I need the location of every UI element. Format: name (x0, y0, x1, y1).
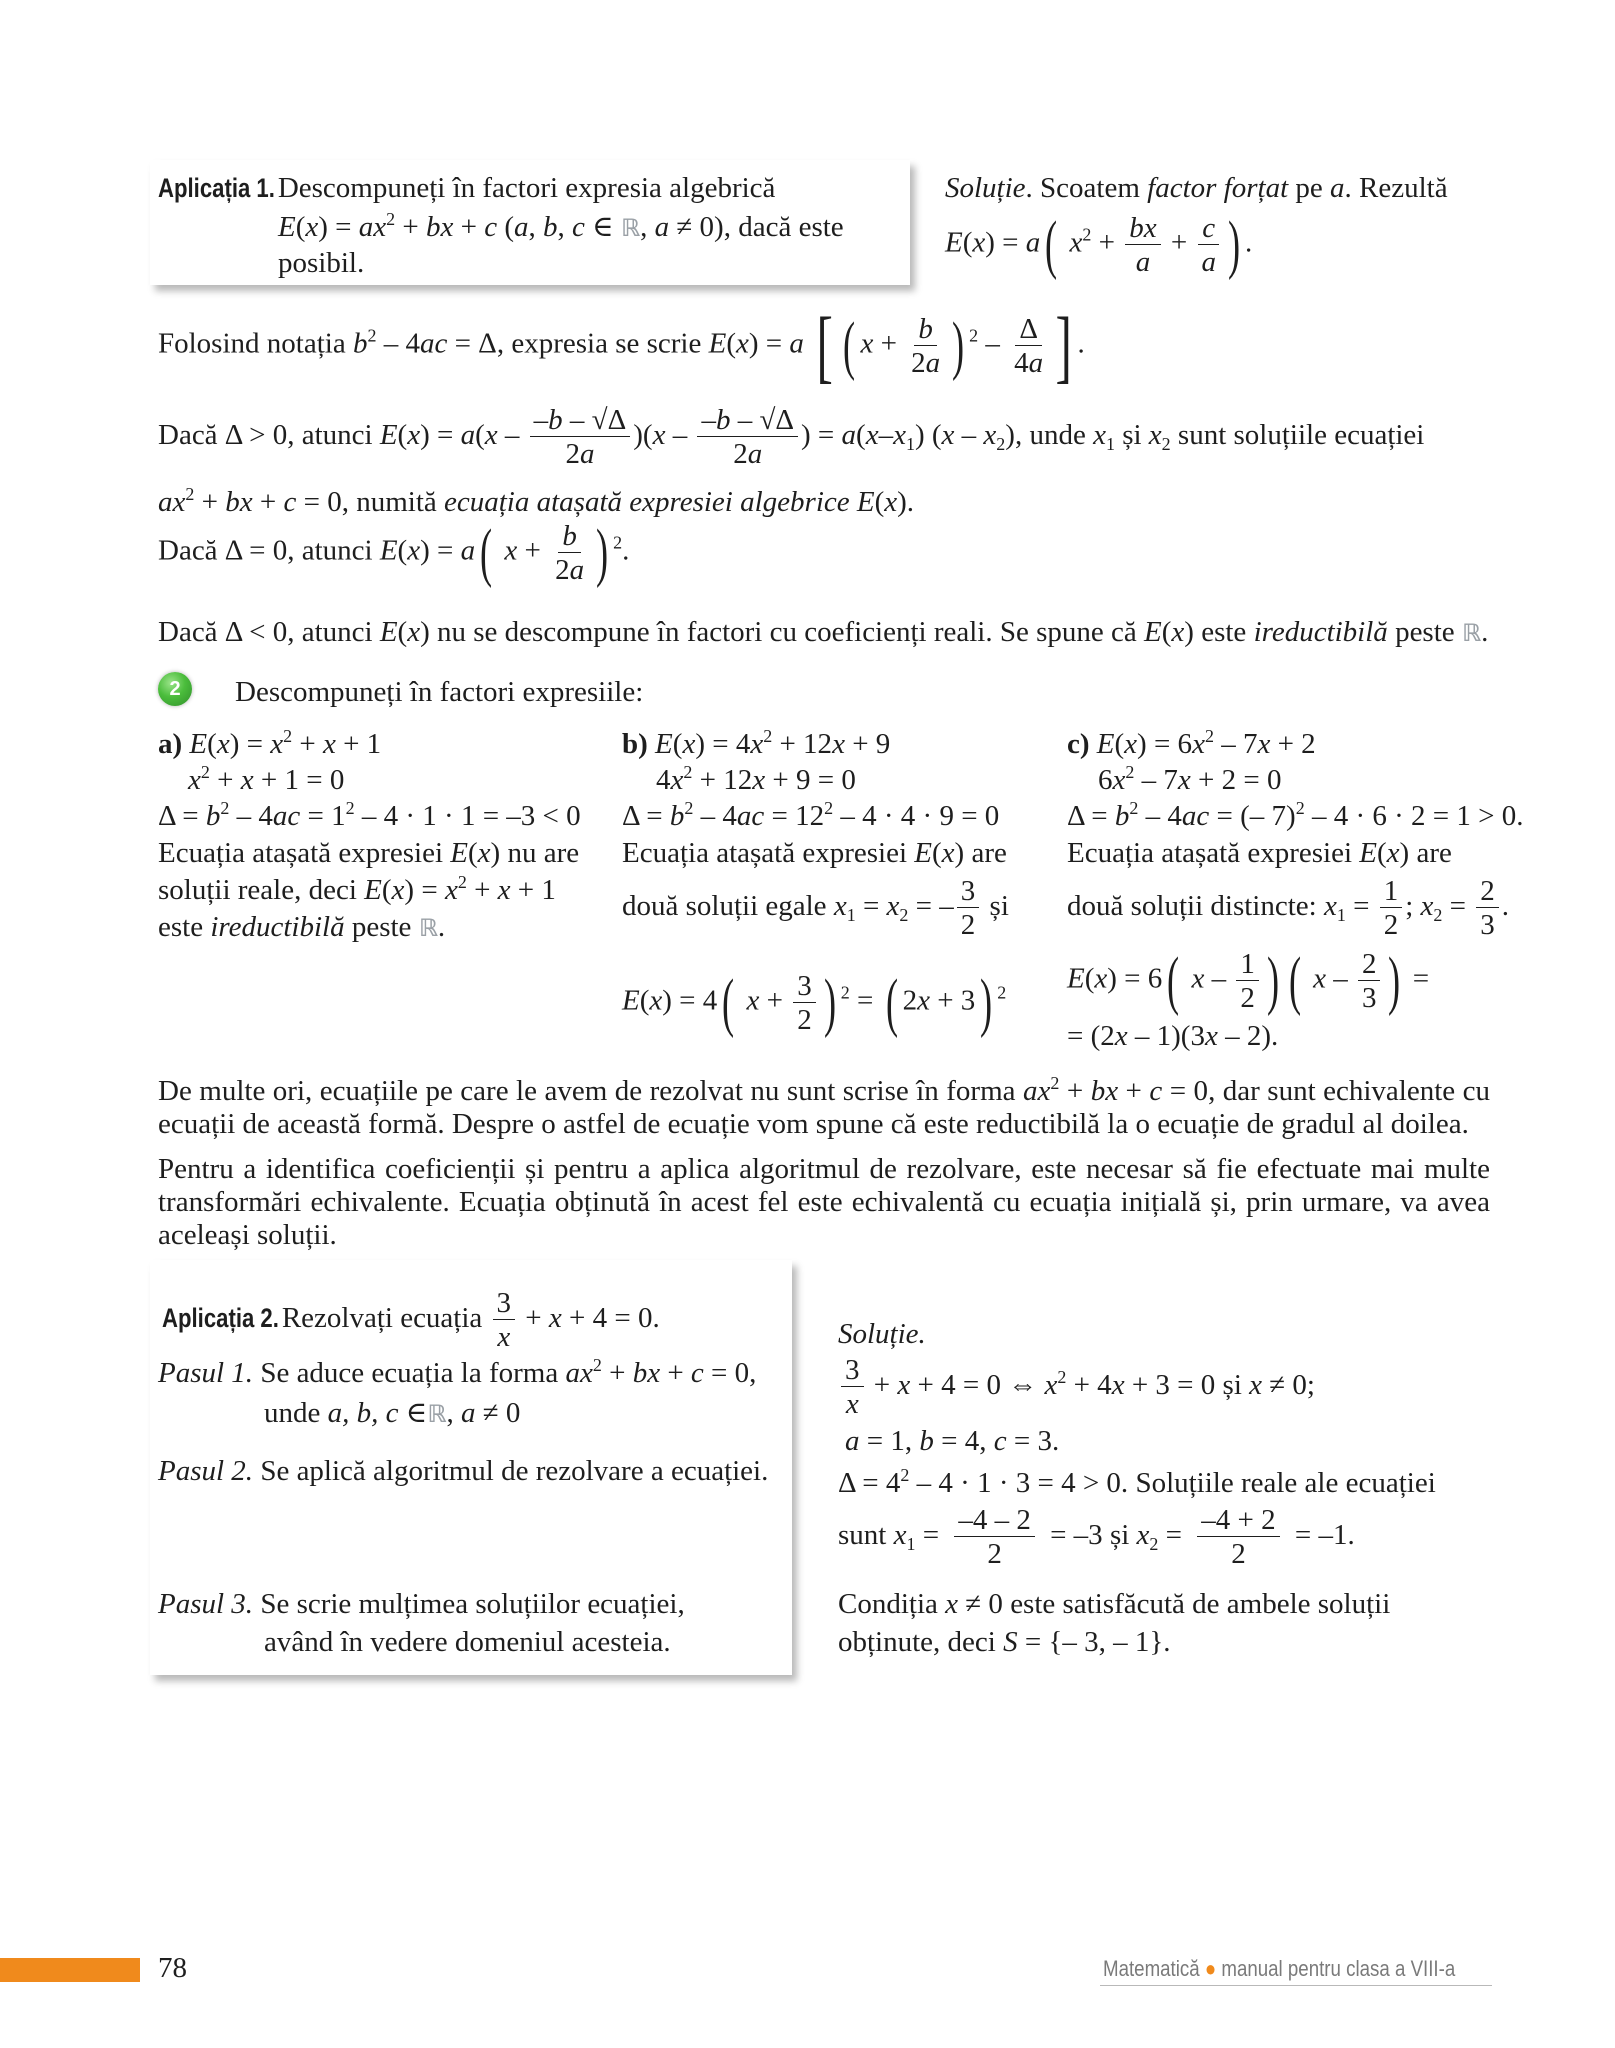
footer-rule (1100, 1985, 1492, 1986)
step-3: Pasul 3. Se scrie mulțimea soluțiilor ecuației, (158, 1588, 685, 1620)
application-1-statement (158, 172, 775, 205)
paragraph-transformations: Pentru a identifica coeficienții și pentru a aplica algoritmul de rezolvare, este necesar să fie efectuate mai multe transformări echivalente. Ecuația obținută în acest fel este echivalentă cu ecuația inițială și, prin urmare, va avea aceleași soluții. (158, 1153, 1490, 1251)
exercise-2a-text-3: este ireductibilă peste ℝ. (158, 911, 446, 943)
exercise-2c-equation: $6x^2 - 7x + 2 = 0$ (1098, 762, 1282, 796)
exercise-2b-text-1: Ecuația atașată expresiei E(x) are (622, 837, 1007, 869)
application-2-delta: $\Delta = 4^2 - 4 \cdot 1 \cdot 3 = 4 > 0$. Soluțiile reale ale ecuației (838, 1465, 1436, 1499)
exercise-2c-result: = (2x – 1)(3x – 2). (1067, 1020, 1279, 1052)
exercise-2c-text-1: Ecuația atașată expresiei E(x) are (1067, 837, 1452, 869)
application-2-coefficients: a = 1, b = 4, c = 3. (845, 1425, 1060, 1457)
application-1-solution-formula: E(x) = a( $x^2$ + $\frac{bx}{a}$ + $\frac{c}{a}$ ) . (945, 208, 1253, 281)
footer-dot-icon: ● (1204, 1956, 1217, 1981)
application-2-title: Aplicația 2. (162, 1303, 279, 1334)
application-2-conclusion: Condiția x ≠ 0 este satisfăcută de ambele soluții (838, 1588, 1391, 1620)
notation-line: Folosind notația $b^2 - 4ac = \Delta$, expresia se scrie E(x) = a [ ( x + $\frac{b}{2a}$ ) $^2$ – $\frac{\Delta}{4a}$ ] . (158, 300, 1085, 391)
exercise-2c-expression: c) $E(x) = 6x^2 - 7x + 2$ (1067, 726, 1316, 760)
application-1-title: Aplicația 1. (158, 173, 275, 203)
exercise-2-prompt: Descompuneți în factori expresiile: (235, 676, 644, 708)
attached-equation-line: $ax^2$ + bx + c = 0, numită ecuația atașată expresiei algebrice E(x). (158, 484, 915, 518)
delta-positive-line: Dacă Δ > 0, atunci E(x) = a(x – $\frac{-b - √\Delta}{2a}$ )(x – $\frac{-b - √\Delta}{2a}$ ) = $a(x-x_1)$ $(x - x_2)$, unde $x_1$ și $x_2$ sunt soluțiile ecuației (158, 404, 1425, 471)
step-1: Pasul 1. Se aduce ecuația la forma $ax^2$ + bx + c = 0, (158, 1355, 757, 1389)
application-2-solution-set: obținute, deci S = {– 3, – 1}. (838, 1626, 1171, 1658)
exercise-2c-delta: $\Delta = b^2 - 4ac$ = (– 7)$^2$ – 4 · 6 · 2 = 1 > 0. (1067, 798, 1524, 832)
exercise-2b-solutions: două soluții egale $x_1 = x_2$ = – $\frac{3}{2}$ și (622, 875, 1009, 942)
application-1-solution-line: Soluție. Scoatem factor forțat pe a. Rezultă (945, 172, 1448, 204)
page-number: 78 (158, 1952, 187, 1984)
paragraph-reducible: De multe ori, ecuațiile pe care le avem de rezolvat nu sunt scrise în forma $ax^2$ + bx + c = 0, dar sunt echivalente cu ecuații de această formă. Despre o astfel de ecuație vom spune că este reductibilă la o ecuație de gradul al doilea. (158, 1073, 1490, 1140)
exercise-2a-text-1: Ecuația atașată expresiei E(x) nu are (158, 837, 580, 869)
footer-book-title: Matematică ● manual pentru clasa a VIII-a (1103, 1956, 1456, 1981)
step-1-condition: unde a, b, c ∈ℝ, a ≠ 0 (264, 1397, 521, 1429)
application-1-text: Descompuneți în factori expresia algebrică (277, 172, 776, 204)
application-1-expression: $E(x) = ax^2$ + bx + c (a, b, c ∈ ℝ, a ≠ 0), dacă este (278, 209, 844, 243)
exercise-2c-solutions: două soluții distincte: $x_1$ = $\frac{1}{2}$ ; $x_2$ = $\frac{2}{3}$ . (1067, 875, 1509, 942)
exercise-2b-delta: $\Delta = b^2 - 4ac = 12^2 - 4 \cdot 4 \cdot 9 = 0$ (622, 798, 1000, 832)
application-1-text-3: posibil. (278, 247, 365, 279)
exercise-2a-expression: a) $E(x) = x^2 + x + 1$ (158, 726, 382, 760)
delta-zero-line: Dacă Δ = 0, atunci E(x) = a( x + $\frac{b}{2a}$ ) $^2$. (158, 516, 630, 589)
application-2-statement: Aplicația 2. Rezolvați ecuația $\frac{3}{x}$ + x + 4 = 0. (162, 1287, 660, 1354)
exercise-2b-factorization: E(x) = 4( x + $\frac{3}{2}$ ) $^2$ = ( 2x + 3) $^2$ (622, 966, 1007, 1039)
step-2: Pasul 2. Se aplică algoritmul de rezolvare a ecuației. (158, 1455, 769, 1487)
delta-negative-line: Dacă Δ < 0, atunci E(x) nu se descompune în factori cu coeficienți reali. Se spune că E(x) este ireductibilă peste ℝ. (158, 616, 1489, 648)
application-2-roots: sunt $x_1$ = $\frac{-4 - 2}{2}$ = –3 și $x_2$ = $\frac{-4 + 2}{2}$ = –1. (838, 1504, 1355, 1571)
step-3-continued: având în vedere domeniul acesteia. (264, 1626, 671, 1658)
exercise-2a-equation: $x^2 + x + 1 = 0$ (188, 762, 345, 796)
exercise-2b-equation: $4x^2 + 12x + 9 = 0$ (656, 762, 856, 796)
exercise-2b-expression: b) $E(x) = 4x^2 + 12x + 9$ (622, 726, 891, 760)
exercise-2c-factorization: E(x) = 6( x – $\frac{1}{2}$ ) ( x – $\frac{2}{3}$ ) = (1067, 944, 1430, 1017)
exercise-number-badge: 2 (158, 672, 192, 706)
application-2-equivalence: $\frac{3}{x}$ + x + 4 = 0 ⇔ $x^2 + 4x + 3 = 0$ și x ≠ 0; (838, 1355, 1315, 1420)
exercise-2a-delta: $\Delta = b^2 - 4ac = 1^2 - 4 \cdot 1 \cdot 1 = -3 < 0$ (158, 798, 581, 832)
footer-accent-bar (0, 1958, 140, 1982)
application-2-solution-label: Soluție. (838, 1318, 926, 1350)
exercise-2a-text-2: soluții reale, deci $E(x) = x^2 + x + 1$ (158, 872, 556, 906)
